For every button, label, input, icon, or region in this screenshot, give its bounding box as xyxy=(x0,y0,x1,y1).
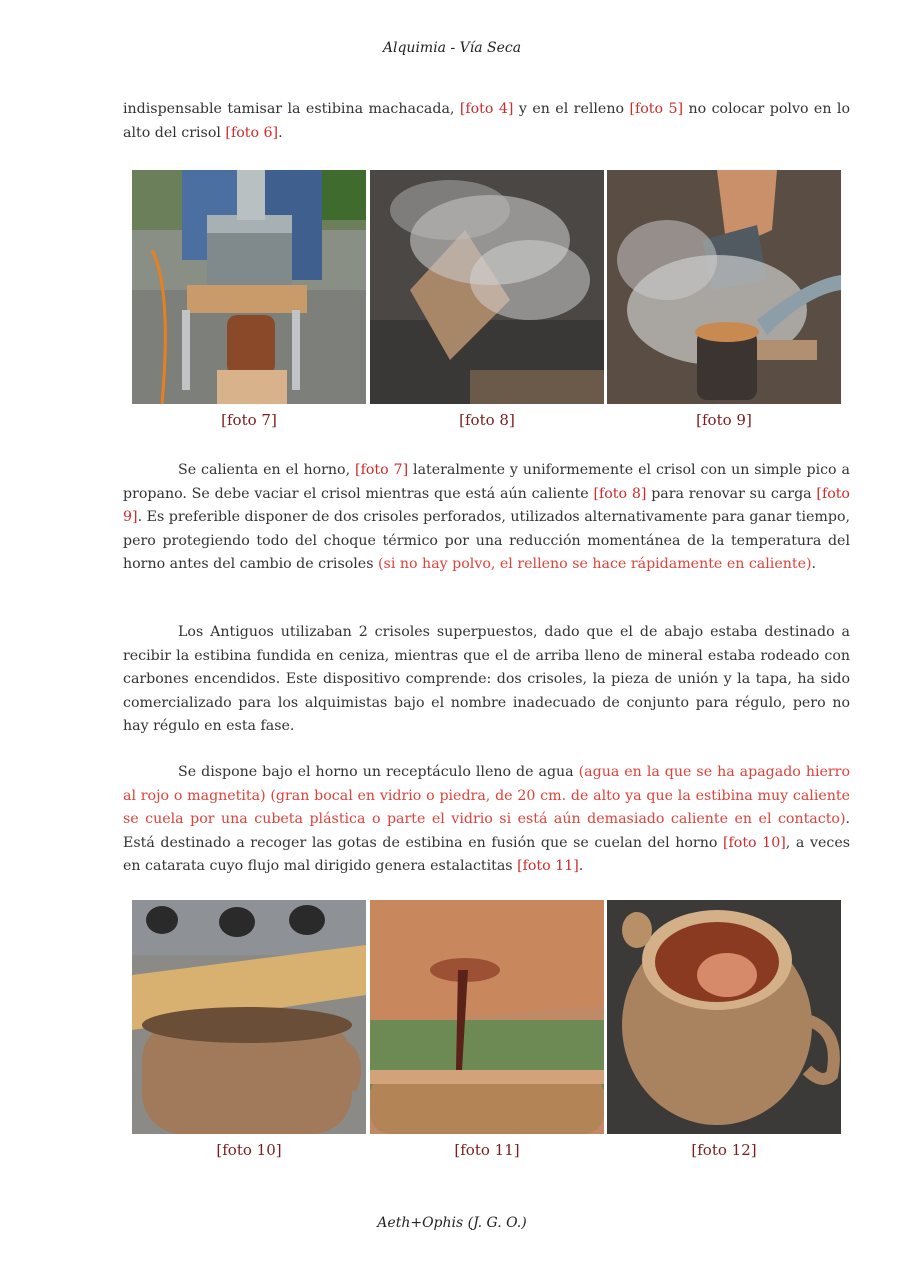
note-text: (agua en la que se ha apagado hierro al rojo o magnetita) (gran bocal en vidrio o piedra, de 20 cm. de alto ya que la estibina muy caliente se cuela por una cubeta plástica o parte el vidrio si está aún demasiado caliente en el contacto) xyxy=(123,764,850,828)
stoneware-jar-image xyxy=(607,900,841,1134)
text-run: , a veces en catarata cuyo flujo mal dirigido genera estalactitas xyxy=(123,834,851,875)
photo-reference: [foto 11] xyxy=(517,858,579,875)
text-run: . xyxy=(811,556,817,573)
text-run: . xyxy=(578,858,584,875)
photo-reference: [foto 6] xyxy=(225,124,279,141)
photo-reference: [foto 8] xyxy=(593,485,647,502)
paragraph-receptacle xyxy=(123,761,850,879)
text-run: Se dispone bajo el horno un receptáculo lleno de agua xyxy=(178,764,579,780)
running-header: Alquimia - Vía Seca xyxy=(382,40,522,56)
photo-row-bottom xyxy=(132,900,841,1134)
text-run: Se calienta en el horno, xyxy=(178,462,356,478)
photo-caption: [foto 9] xyxy=(696,411,752,429)
smoke-image xyxy=(370,170,604,404)
paragraph-antiguos: Los Antiguos utilizaban 2 crisoles superpuestos, dado que el de abajo estaba destinado a recibir la estibina fundida en ceniza, mientras que el de arriba lleno de mineral estaba rodeado con carbones encendidos. Este dispositivo comprende: dos crisoles, la pieza de unión y la tapa, ha sido comercializado para los alquimistas bajo el nombre inadecuado de conjunto para régulo, pero no hay régulo en esta fase. xyxy=(123,624,850,735)
photo-reference: [foto 7] xyxy=(355,462,409,478)
photo-smoke-pour xyxy=(370,170,604,404)
furnace-image xyxy=(132,170,366,404)
text-run: . xyxy=(278,124,283,141)
text-run: indispensable tamisar la estibina machacada, xyxy=(123,101,460,117)
paragraph-heating xyxy=(123,459,850,577)
photo-caption: [foto 11] xyxy=(454,1141,520,1159)
text-run: para renovar su carga xyxy=(646,485,817,502)
jar-under-furnace-image xyxy=(132,900,366,1134)
photo-reference: [foto 9] xyxy=(123,485,850,526)
photo-reference: [foto 5] xyxy=(629,101,684,117)
crucible-image xyxy=(607,170,841,404)
caption-row-top xyxy=(132,411,841,433)
photo-stalactite xyxy=(370,900,604,1134)
photo-row-top xyxy=(132,170,841,404)
photo-crucible-smoke xyxy=(607,170,841,404)
text-run: . Es preferible disponer de dos crisoles perforados, utilizados alternativamente para ganar tiempo, pero protegiendo todo del choque térmico por una reducción momentánea de la temperatura del horno antes del cambio de crisoles xyxy=(123,509,850,573)
note-text: (si no hay polvo, el relleno se hace rápidamente en caliente) xyxy=(378,556,812,573)
stalactite-image xyxy=(370,900,604,1134)
photo-caption: [foto 7] xyxy=(221,411,277,429)
photo-furnace xyxy=(132,170,366,404)
text-run: no colocar polvo en lo alto del crisol xyxy=(123,101,850,141)
paragraph-intro xyxy=(123,98,850,145)
photo-caption: [foto 10] xyxy=(216,1141,282,1159)
caption-row-bottom xyxy=(132,1141,841,1163)
photo-jar-under-furnace xyxy=(132,900,366,1134)
photo-caption: [foto 8] xyxy=(459,411,515,429)
text-run: y en el relleno xyxy=(513,101,630,117)
photo-caption: [foto 12] xyxy=(691,1141,757,1159)
text-run: lateralmente y uniformemente el crisol con un simple pico a propano. Se debe vaciar el crisol mientras que está aún caliente xyxy=(123,462,850,502)
photo-reference: [foto 4] xyxy=(459,101,514,117)
running-footer: Aeth+Ophis (J. G. O.) xyxy=(377,1215,527,1231)
photo-stoneware-jar xyxy=(607,900,841,1134)
photo-reference: [foto 10] xyxy=(723,834,786,851)
text-run: . Está destinado a recoger las gotas de estibina en fusión que se cuelan del horno xyxy=(123,811,850,851)
